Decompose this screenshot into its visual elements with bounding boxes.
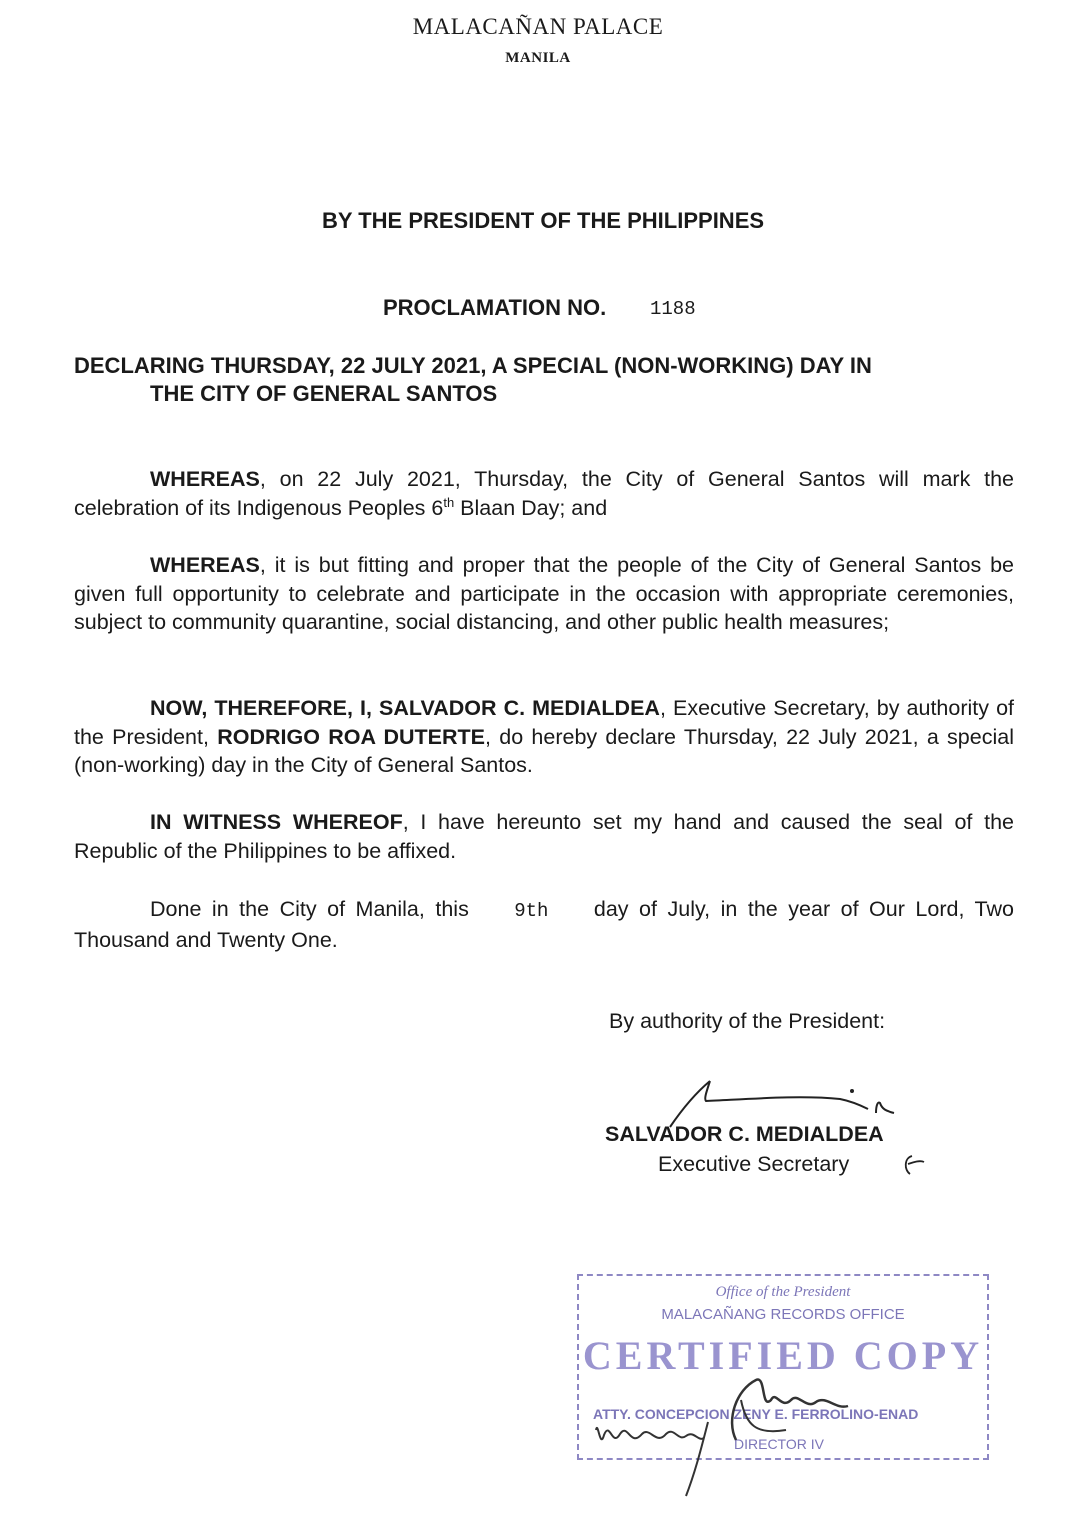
done-in-text-b: day of July, in the year of Our Lord, Two Thousand and Twenty One. <box>74 897 1014 952</box>
title-line-1: DECLARING THURSDAY, 22 JULY 2021, A SPECIAL (NON-WORKING) DAY IN <box>74 353 872 378</box>
stamp-signature-scribble <box>586 1330 886 1500</box>
proclamation-number: 1188 <box>650 298 696 320</box>
whereas-text-1a: , on 22 July 2021, Thursday, the City of General Santos will mark the celebration of its Indigenous Peoples 6 <box>74 467 1014 520</box>
palace-heading: MALACAÑAN PALACE <box>412 14 664 39</box>
whereas-text-2: , it is but fitting and proper that the people of the City of General Santos be given full opportunity to celebrate and participate in the occasion with appropriate ceremonies, subject to community quarantine, social distancing, and other public health measures; <box>74 553 1014 634</box>
paragraph-whereas-1 <box>74 465 1014 522</box>
stamp-attorney-line: ATTY. CONCEPCION ZENY E. FERROLINO-ENAD <box>593 1406 919 1422</box>
done-in-text-a: Done in the City of Manila, this <box>150 897 469 921</box>
whereas-lead-2: WHEREAS <box>150 553 260 577</box>
paragraph-done-in <box>74 895 1014 954</box>
whereas-lead-1: WHEREAS <box>150 467 260 491</box>
ordinal-suffix: th <box>443 494 455 510</box>
stamp-director-line: DIRECTOR IV <box>734 1436 824 1452</box>
stamp-certified-copy: CERTIFIED COPY <box>582 1333 984 1378</box>
initial-mark <box>898 1152 928 1178</box>
signatory-name: SALVADOR C. MEDIALDEA <box>605 1122 884 1146</box>
in-witness-lead: IN WITNESS WHEREOF <box>150 810 403 834</box>
proclamation-label: PROCLAMATION NO. <box>383 295 607 320</box>
day-value: 9th <box>514 900 549 922</box>
proclamation-title <box>74 352 1014 408</box>
by-the-president-line: BY THE PRESIDENT OF THE PHILIPPINES <box>321 208 765 233</box>
stamp-office-line: Office of the President <box>715 1284 851 1300</box>
title-line-2: THE CITY OF GENERAL SANTOS <box>150 381 498 406</box>
in-witness-text: , I have hereunto set my hand and caused the seal of the Republic of the Philippines to be affixed. <box>74 810 1014 863</box>
by-authority-line: By authority of the President: <box>609 1009 886 1033</box>
now-therefore-text-a: , Executive Secretary, by authority of the President, <box>74 696 1014 749</box>
whereas-text-1b: Blaan Day; and <box>454 495 608 520</box>
city-heading: MANILA <box>505 50 571 66</box>
paragraph-whereas-2 <box>74 551 1014 637</box>
president-name: RODRIGO ROA DUTERTE <box>217 724 485 749</box>
now-therefore-lead: NOW, THEREFORE, I, SALVADOR C. MEDIALDEA <box>150 696 660 720</box>
paragraph-now-therefore <box>74 694 1014 780</box>
signatory-title: Executive Secretary <box>658 1152 850 1176</box>
stamp-records-line: MALACAÑANG RECORDS OFFICE <box>661 1306 905 1323</box>
paragraph-in-witness <box>74 808 1014 865</box>
now-therefore-text-b: , do hereby declare Thursday, 22 July 2021, a special (non-working) day in the City of General Santos. <box>74 724 1014 777</box>
